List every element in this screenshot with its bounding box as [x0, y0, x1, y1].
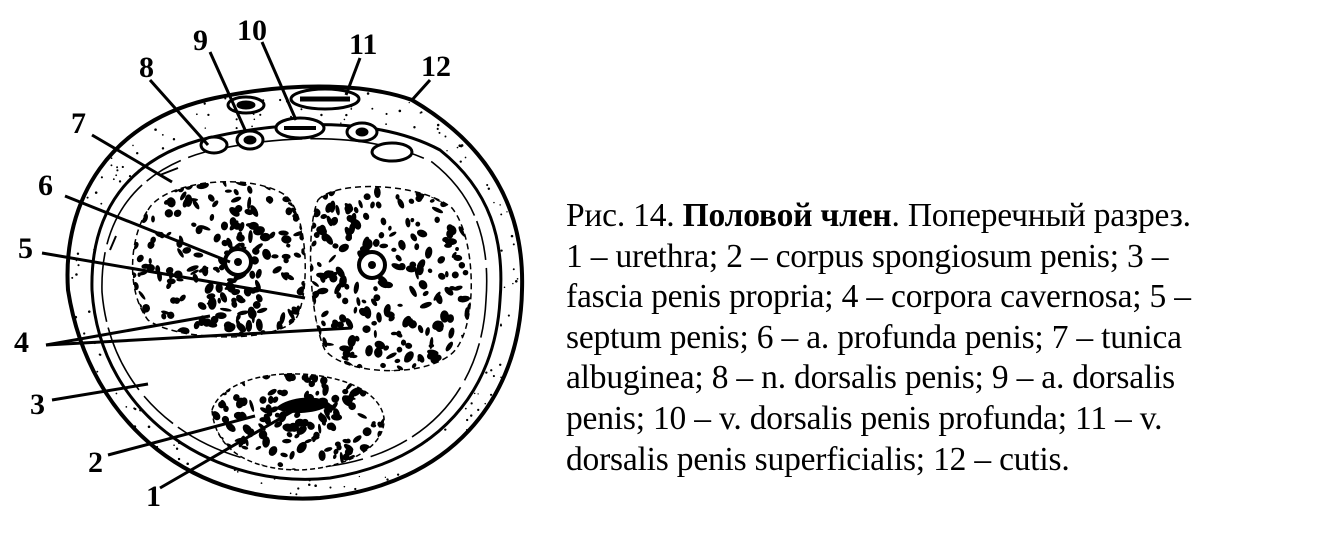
caption-prefix: Рис. 14. [566, 197, 675, 234]
caption-line: dorsalis penis superficialis; 12 – cutis. [566, 440, 1070, 478]
label-6: 6 [38, 169, 53, 202]
label-9: 9 [193, 24, 208, 57]
label-11: 11 [349, 28, 378, 61]
caption-line: albuginea; 8 – n. dorsalis penis; 9 – a. dorsalis [566, 359, 1175, 397]
caption-subtitle: . Поперечный разрез. [891, 197, 1191, 234]
caption-heading [566, 196, 1306, 237]
label-7: 7 [71, 107, 86, 140]
figure-caption [566, 196, 1306, 480]
caption-line: 1 – urethra; 2 – corpus spongiosum penis; 3 – [566, 237, 1169, 275]
caption-line: septum penis; 6 – a. profunda penis; 7 – tunica [566, 318, 1182, 356]
label-1: 1 [146, 480, 161, 513]
label-5: 5 [18, 232, 33, 265]
label-4: 4 [14, 326, 29, 359]
label-3: 3 [30, 388, 45, 421]
cross-section-diagram [0, 0, 560, 533]
caption-line: penis; 10 – v. dorsalis penis profunda; 11 – v. [566, 399, 1163, 437]
label-12: 12 [421, 50, 451, 83]
label-8: 8 [139, 51, 154, 84]
label-10: 10 [237, 14, 267, 47]
label-2: 2 [88, 446, 103, 479]
caption-title: Половой член [682, 197, 892, 234]
caption-line: fascia penis propria; 4 – corpora cavernosa; 5 – [566, 278, 1191, 316]
